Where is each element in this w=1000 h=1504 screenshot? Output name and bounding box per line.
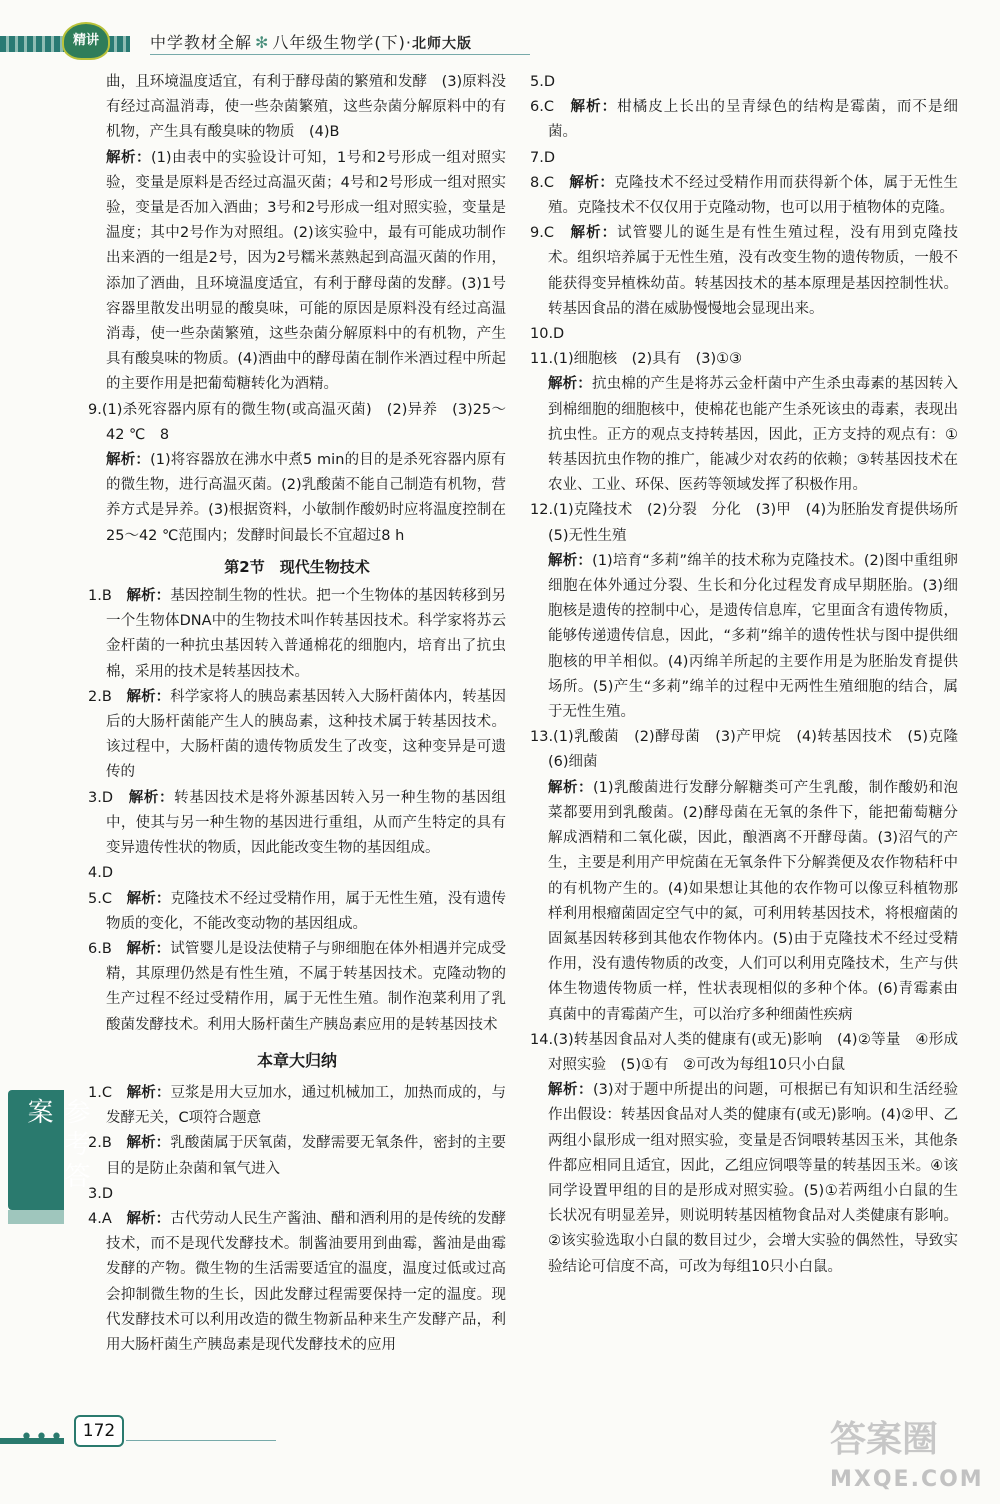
watermark-line2: MXQE.COM [830,1467,984,1492]
explanation-label: 解析： [548,1082,593,1099]
question-number: 3.D [88,789,129,806]
answer-explanation [88,1131,506,1181]
answer-line: 曲，且环境温度适宜，有利于酵母菌的繁殖和发酵 (3)原料没有经过高温消毒，使一些杂菌繁殖，这些杂菌分解原料中的有机物，产生具有酸臭味的物质 (4)B [106,74,506,141]
answer-explanation [88,786,506,862]
explanation-text: (1)将容器放在沸水中煮5 min的目的是杀死容器内原有的微生物，进行高温灭菌。(2)乳酸菌不能自己制造有机物，营养方式是异养。(3)根据资料，小敏制作酸奶时应将温度控制在25～42 ℃范围内；发酵时间最长不宜超过8 h [106,452,507,544]
answer-explanation [88,685,506,786]
page-header [0,0,1000,62]
explanation-text: 克隆技术不经过受精作用，属于无性生殖，没有遗传物质的变化，不能改变动物的基因组成。 [106,890,506,932]
explanation-text: (3)对于题中所提出的问题，可根据已有知识和生活经验作出假设：转基因食品对人类的健康有(或无)影响。(4)②甲、乙两组小鼠形成一组对照实验，变量是否饲喂转基因玉米，其他条件都应相同且适宜，因此，乙组应饲喂等量的转基因玉米。④该同学设置甲组的目的是形成对照实验。(5)①若两组小白鼠的生长状况有明显差异，则说明转基因植物食品对人类健康有影响。②该实验选取小白鼠的数目过少，会增大实验的偶然性，导致实验结论可信度不高，可改为每组10只小白鼠。 [548,1082,958,1275]
answer-explanation [530,95,958,145]
footer-divider [126,1440,276,1441]
explanation-text: (1)培育“多莉”绵羊的技术称为克隆技术。(2)图中重组卵细胞在体外通过分裂、生长和分化过程发育成早期胚胎。(3)细胞核是遗传的控制中心，是遗传信息库，它里面含有遗传物质，能够传递遗传信息，因此，“多莉”绵羊的遗传性状与图中提供细胞核的甲羊相似。(4)丙绵羊所起的主要作用是为胚胎发育提供场所。(5)产生“多莉”绵羊的过程中无两性生殖细胞的结合，属于无性生殖。 [548,552,958,721]
question-number: 4.A [88,1210,127,1227]
explanation-text: 科学家将人的胰岛素基因转入大肠杆菌体内，转基因后的大肠杆菌能产生人的胰岛素，这种技术属于转基因技术。该过程中，大肠杆菌的遗传物质发生了改变，这种变异是可遗传的 [106,688,506,781]
subject-name: 八年级生物学(下) [272,33,406,52]
footer-dots-icon: ••• [20,1425,65,1450]
answer-explanation [530,549,958,725]
question-number: 8.C [530,174,570,191]
edition-name: 北师大版 [412,36,473,52]
answer-explanation [530,221,958,322]
answer-explanation [530,1078,958,1280]
answer-explanation [530,171,958,221]
question-number: 9.C [530,225,571,242]
right-column [530,70,973,1280]
side-tab [8,1090,90,1210]
answer-explanation [88,1081,506,1131]
answer-line: 7.D [530,149,555,166]
answer-line: 5.D [530,74,555,90]
explanation-label: 解析： [126,1135,171,1152]
explanation-label: 解析： [106,149,151,166]
answer-line: 9.(1)杀死容器内原有的微生物(或高温灭菌) (2)异养 (3)25～42 ℃ 8 [88,401,506,443]
question-number: 6.B [88,940,127,957]
watermark-line1: 答案圈 [830,1419,939,1460]
answer-explanation [88,448,506,549]
explanation-text: 克隆技术不经过受精作用而获得新个体，属于无性生殖。克隆技术不仅仅用于克隆动物，也可以用于植物体的克隆。 [548,174,959,217]
answer-explanation [88,1207,506,1358]
explanation-text: 试管婴儿的诞生是有性生殖过程，没有用到克隆技术。组织培养属于无性生殖，没有改变生物的遗传物质，一般不能获得变异植株幼苗。转基因技术的基本原理是基因控制性状。转基因食品的潜在威胁慢慢地会显现出来。 [548,225,959,317]
answer-explanation [530,776,958,1028]
explanation-label: 解析： [106,452,151,469]
question-number: 6.C [530,99,571,116]
side-tab-label: 参考答案 [23,1098,90,1194]
explanation-text: 抗虫棉的产生是将苏云金杆菌中产生杀虫毒素的基因转入到棉细胞的细胞核中，使棉花也能产生杀死该虫的毒素，表现出抗虫性。正方的观点支持转基因，因此，正方支持的观点有：①转基因抗虫作物的推广，能减少对农药的依赖；③转基因技术在农业、工业、环保、医药等领域发挥了积极作用。 [548,376,959,494]
header-divider [150,54,530,55]
section-title: 第2节 现代生物技术 [224,557,370,576]
explanation-text: 基因控制生物的性状。把一个生物体的基因转移到另一个生物体DNA中的生物技术叫作转基因技术。科学家将苏云金杆菌的一种抗虫基因转入普通棉花的细胞内，培育出了抗虫棉，采用的技术是转基因技术。 [106,588,506,680]
explanation-label: 解析： [126,1084,171,1101]
page-number: 172 [74,1415,124,1447]
header-title: 中学教材全解 ✻ 八年级生物学(下)·北师大版 [150,33,473,52]
answer-line: 3.D [88,1185,113,1202]
explanation-text: 古代劳动人民生产酱油、醋和酒利用的是传统的发酵技术，而不是现代发酵技术。制酱油要用到曲霉，酱油是曲霉发酵的产物。微生物的生活需要适宜的温度，温度过低或过高会抑制微生物的生长，因此发酵过程需要保持一定的温度。现代发酵技术可以利用改造的微生物新品种来生产发酵产品，利用大肠杆菌生产胰岛素是现代发酵技术的应用 [106,1210,507,1353]
explanation-label: 解析： [126,688,171,705]
explanation-text: (1)乳酸菌进行发酵分解糖类可产生乳酸，制作酸奶和泡菜都要用到乳酸菌。(2)酵母菌在无氧的条件下，能把葡萄糖分解成酒精和二氧化碳，因此，酿酒离不开酵母菌。(3)沼气的产生，主要是利用产甲烷菌在无氧条件下分解粪便及农作物秸秆中的有机物产生的。(4)如果想让其他的农作物可以像豆科植物那样利用根瘤菌固定空气中的氮，可利用转基因技术，将根瘤菌的固氮基因转移到其他农作物体内。(5)由于克隆技术不经过受精作用，没有遗传物质的改变，人们可以利用克隆技术，生产与供体生物遗传物质一样，性状表现相似的多种个体。(6)青霉素由真菌中的青霉菌产生，可以治疗多种细菌性疾病 [548,779,958,1023]
explanation-text: (1)由表中的实验设计可知，1号和2号形成一组对照实验，变量是原料是否经过高温灭菌；4号和2号形成一组对照实验，变量是否加入酒曲；3号和2号形成一组对照实验，变量是温度；其中2号作为对照组。(2)该实验中，最有可能成功制作出来酒的一组是2号，因为2号糯米蒸熟起到高温灭菌的作用，添加了酒曲，且环境温度适宜，有利于酵母菌的发酵。(3)1号容器里散发出明显的酸臭味，可能的原因是原料没有经过高温消毒，使一些杂菌繁殖，这些杂菌分解原料中的有机物，产生具有酸臭味的物质。(4)酒曲中的酵母菌在制作米酒过程中所起的主要作用是把葡萄糖转化为酒精。 [106,149,506,393]
answer-explanation [88,146,506,398]
answer-line: 4.D [88,865,113,882]
series-name: 中学教材全解 [150,33,253,52]
explanation-label: 解析： [548,552,593,569]
answer-line: 13.(1)乳酸菌 (2)酵母菌 (3)产甲烷 (4)转基因技术 (5)克隆 (6)细菌 [530,729,973,771]
star-icon: ✻ [255,33,270,52]
explanation-label: 解析： [570,99,618,116]
explanation-text: 试管婴儿是设法使精子与卵细胞在体外相遇并完成受精，其原理仍然是有性生殖，不属于转基因技术。克隆动物的生产过程不经过受精作用，属于无性生殖。制作泡菜利用了乳酸菌发酵技术。利用大肠杆菌生产胰岛素应用的是转基因技术 [106,940,506,1033]
answer-line: 11.(1)细胞核 (2)具有 (3)①③ [530,351,743,368]
section-title: 本章大归纳 [256,1050,337,1070]
explanation-label: 解析： [128,789,175,806]
side-tab-decor [8,1210,64,1224]
explanation-text: 柑橘皮上长出的呈青绿色的结构是霉菌，而不是细菌。 [548,99,959,141]
question-number: 2.B [88,1135,127,1152]
question-number: 1.C [88,1084,127,1101]
explanation-text: 乳酸菌属于厌氧菌，发酵需要无氧条件，密封的主要目的是防止杂菌和氧气进入 [106,1135,506,1177]
explanation-text: 豆浆是用大豆加水，通过机械加工，加热而成的，与发酵无关，C项符合题意 [106,1084,506,1127]
explanation-label: 解析： [126,1210,171,1227]
answer-line: 12.(1)克隆技术 (2)分裂 分化 (3)甲 (4)为胚胎发育提供场所 (5)无性生殖 [530,502,973,544]
explanation-label: 解析： [570,225,618,242]
explanation-label: 解析： [126,890,171,907]
question-number: 1.B [88,588,127,605]
explanation-label: 解析： [548,779,593,796]
explanation-label: 解析： [126,940,171,957]
explanation-label: 解析： [569,174,615,191]
question-number: 5.C [88,890,127,907]
watermark [830,1420,995,1504]
book-logo-icon: 精讲 [62,22,110,60]
answer-explanation [530,372,958,498]
explanation-label: 解析： [126,588,171,605]
answer-line: 10.D [530,326,565,343]
answer-explanation [88,887,506,937]
explanation-text: 转基因技术是将外源基因转入另一种生物的基因组中，使其与另一种生物的基因进行重组，从而产生特定的具有变异遗传性状的物质，因此能改变生物的基因组成。 [106,789,507,857]
left-column [88,70,506,1358]
explanation-label: 解析： [548,376,592,393]
answer-explanation [88,937,506,1038]
answer-line: 14.(3)转基因食品对人类的健康有(或无)影响 (4)②等量 ④形成对照实验 (5)①有 ②可改为每组10只小白鼠 [530,1031,958,1073]
answer-explanation [88,584,506,685]
question-number: 2.B [88,688,127,705]
